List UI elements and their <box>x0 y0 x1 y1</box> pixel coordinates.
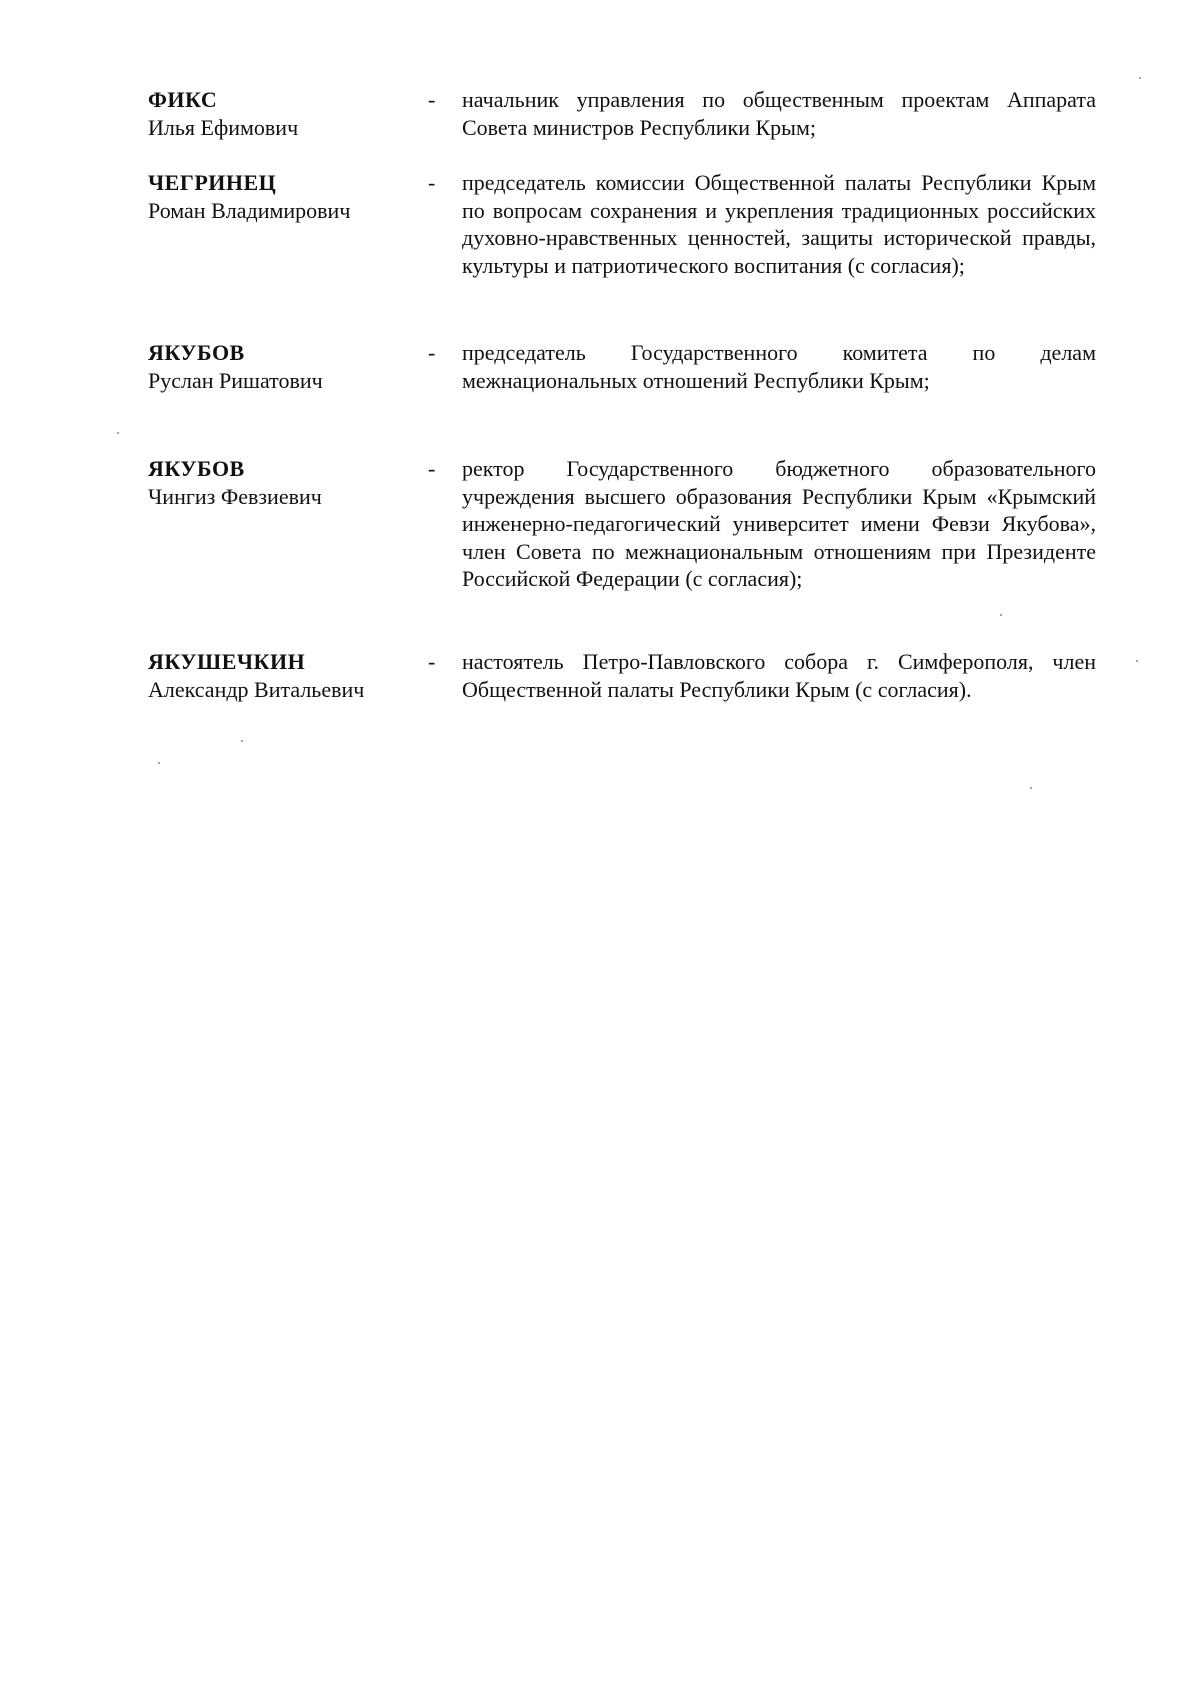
member-given-name: Роман Владимирович <box>148 197 351 223</box>
member-position: начальник управления по общественным проектам Аппарата Совета министров Республики Крым; <box>462 87 1096 140</box>
separator-dash: - <box>428 340 436 365</box>
member-given-name: Александр Витальевич <box>148 676 365 702</box>
scan-speck <box>117 432 119 434</box>
member-position: председатель Государственного комитета по делам межнациональных отношений Республики Крым; <box>462 340 1096 393</box>
member-surname: ЯКУШЕЧКИН <box>148 649 306 674</box>
scan-speck <box>1030 787 1032 789</box>
member-position: председатель комиссии Общественной палаты Республики Крым по вопросам сохранения и укрепления традиционных российских духовно-нравственных ценностей, защиты исторической правды, культуры и патриотического воспитания (с согласия); <box>462 170 1096 278</box>
member-surname: ФИКС <box>148 87 218 112</box>
separator-dash: - <box>428 456 436 481</box>
separator-dash: - <box>428 170 436 195</box>
scan-speck <box>1000 614 1002 616</box>
member-surname: ЯКУБОВ <box>148 340 245 365</box>
scan-speck <box>1136 660 1138 662</box>
separator-dash: - <box>428 649 436 674</box>
member-given-name: Руслан Ришатович <box>148 367 323 393</box>
scan-speck <box>1139 77 1141 79</box>
separator-dash: - <box>428 87 436 112</box>
member-surname: ЯКУБОВ <box>148 456 245 481</box>
member-given-name: Илья Ефимович <box>148 114 299 140</box>
scan-speck <box>158 762 160 764</box>
member-position: ректор Государственного бюджетного образовательного учреждения высшего образования Республики Крым «Крымский инженерно-педагогический университет имени Февзи Якубова», член Совета по межнациональным отношениям при Президенте Российской Федерации (с согласия); <box>462 456 1096 591</box>
member-position: настоятель Петро-Павловского собора г. Симферополя, член Общественной палаты Республики Крым (с согласия). <box>462 649 1096 702</box>
member-surname: ЧЕГРИНЕЦ <box>148 170 277 195</box>
scan-speck <box>241 740 243 742</box>
member-given-name: Чингиз Февзиевич <box>148 483 322 509</box>
